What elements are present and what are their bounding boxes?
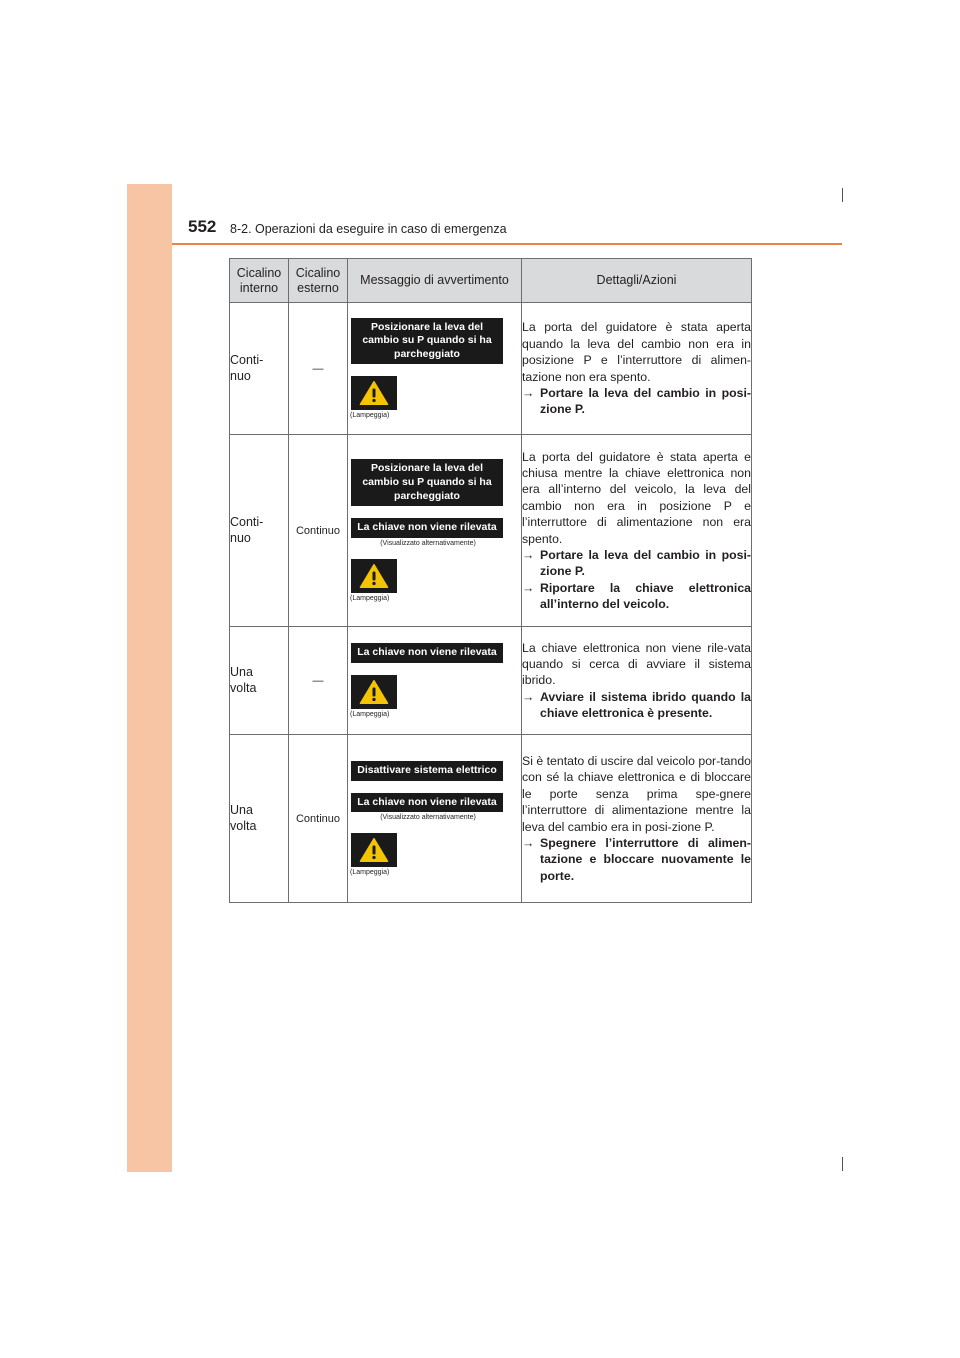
action-text: Avviare il sistema ibrido quando la chiave elettronica è presente.: [540, 689, 751, 721]
header-message: Messaggio di avvertimento: [348, 259, 522, 303]
warning-message-cell: [348, 735, 522, 903]
table-header-row: [230, 259, 752, 303]
table-row: [230, 435, 752, 627]
external-buzzer-text: Continuo: [295, 812, 341, 825]
action-text: Spegnere l’interruttore di alimen-tazione e bloccare nuovamente le porte.: [540, 835, 751, 883]
crop-mark-bottom: [842, 1157, 843, 1171]
internal-buzzer-text: Conti-: [230, 514, 264, 529]
alternate-display-note: (Visualizzato alternativamente): [380, 814, 476, 822]
external-buzzer-text: —: [312, 674, 324, 687]
message-spacer: [348, 663, 521, 675]
page-number: 552: [188, 217, 217, 236]
message-spacer: [348, 364, 521, 376]
section-title: 8-2. Operazioni da eseguire in caso di emergenza: [230, 222, 507, 236]
internal-buzzer-cell: [230, 735, 289, 903]
arrow-right-icon: →: [522, 580, 535, 595]
message-spacer: [348, 781, 521, 793]
action-text: Portare la leva del cambio in posi-zione P.: [540, 385, 751, 417]
details-cell: [522, 627, 752, 735]
details-cell: [522, 435, 752, 627]
external-buzzer-text: —: [312, 362, 324, 375]
action-text: Riportare la chiave elettronica all’interno del veicolo.: [540, 580, 751, 611]
chapter-side-tab: [127, 184, 172, 1172]
internal-buzzer-cell: [230, 627, 289, 735]
action-step: [522, 835, 751, 884]
warning-message-cell: [348, 303, 522, 435]
warning-message-display: Posizionare la leva del cambio su P quando si ha parcheggiato: [351, 318, 503, 365]
action-step: [522, 547, 751, 580]
message-spacer: [348, 547, 521, 559]
flashing-note: (Lampeggia): [350, 412, 390, 420]
warning-triangle-icon: [351, 833, 397, 867]
warning-message-cell: [348, 627, 522, 735]
table-row: [230, 303, 752, 435]
details-description: La porta del guidatore è stata aperta e chiusa mentre la chiave elettronica non era all’interno del veicolo, la leva del cambio non era in posizione P e l’interruttore di alimentazione non era spento.: [522, 449, 751, 546]
details-description: Si è tentato di uscire dal veicolo por-tando con sé la chiave elettronica e di bloccare le porte senza prima spe-gnere l’interruttore di alimentazione mentre la leva del cambio era in posi-zione P.: [522, 754, 751, 834]
action-step: [522, 689, 751, 722]
header-rule: [172, 243, 842, 245]
external-buzzer-cell: [289, 303, 348, 435]
external-buzzer-text: Continuo: [295, 524, 341, 537]
details-description: La porta del guidatore è stata aperta quando la leva del cambio non era in posizione P e l’interruttore di alimen-tazione non era spento.: [522, 320, 751, 384]
table-row: [230, 627, 752, 735]
warning-message-display: La chiave non viene rilevata: [351, 643, 503, 663]
internal-buzzer-text: volta: [230, 818, 257, 833]
arrow-right-icon: →: [522, 689, 535, 704]
external-buzzer-cell: [289, 627, 348, 735]
action-step: [522, 385, 751, 418]
warning-message-display: La chiave non viene rilevata: [351, 793, 503, 813]
message-spacer: [348, 506, 521, 518]
internal-buzzer-text: volta: [230, 680, 257, 695]
header-details: Dettagli/Azioni: [522, 259, 752, 303]
warning-message-display: Posizionare la leva del cambio su P quando si ha parcheggiato: [351, 459, 503, 506]
warning-message-display: Disattivare sistema elettrico: [351, 761, 503, 781]
alternate-display-note: (Visualizzato alternativamente): [380, 539, 476, 547]
internal-buzzer-text: nuo: [230, 368, 251, 383]
internal-buzzer-text: Una: [230, 802, 253, 817]
details-description: La chiave elettronica non viene rile-vata quando si cerca di avviare il sistema ibrido.: [522, 640, 751, 688]
arrow-right-icon: →: [522, 385, 535, 400]
external-buzzer-cell: [289, 435, 348, 627]
table-body: [230, 303, 752, 903]
header-internal-buzzer: Cicalino interno: [230, 259, 289, 303]
flashing-note: (Lampeggia): [350, 594, 390, 602]
action-step: [522, 580, 751, 613]
warning-triangle-icon: [351, 376, 397, 410]
internal-buzzer-text: Conti-: [230, 352, 264, 367]
internal-buzzer-cell: [230, 303, 289, 435]
internal-buzzer-text: Una: [230, 664, 253, 679]
flashing-note: (Lampeggia): [350, 869, 390, 877]
internal-buzzer-text: nuo: [230, 530, 251, 545]
crop-mark-top: [842, 188, 843, 202]
arrow-right-icon: →: [522, 835, 535, 850]
message-spacer: [348, 821, 521, 833]
warning-message-display: La chiave non viene rilevata: [351, 518, 503, 538]
external-buzzer-cell: [289, 735, 348, 903]
arrow-right-icon: →: [522, 547, 535, 562]
flashing-note: (Lampeggia): [350, 710, 390, 718]
warning-triangle-icon: [351, 559, 397, 593]
warning-message-cell: [348, 435, 522, 627]
details-cell: [522, 735, 752, 903]
details-cell: [522, 303, 752, 435]
table-row: [230, 735, 752, 903]
header-external-buzzer: Cicalino esterno: [289, 259, 348, 303]
internal-buzzer-cell: [230, 435, 289, 627]
warning-triangle-icon: [351, 675, 397, 709]
action-text: Portare la leva del cambio in posi-zione P.: [540, 547, 751, 579]
warning-table: [229, 258, 752, 903]
